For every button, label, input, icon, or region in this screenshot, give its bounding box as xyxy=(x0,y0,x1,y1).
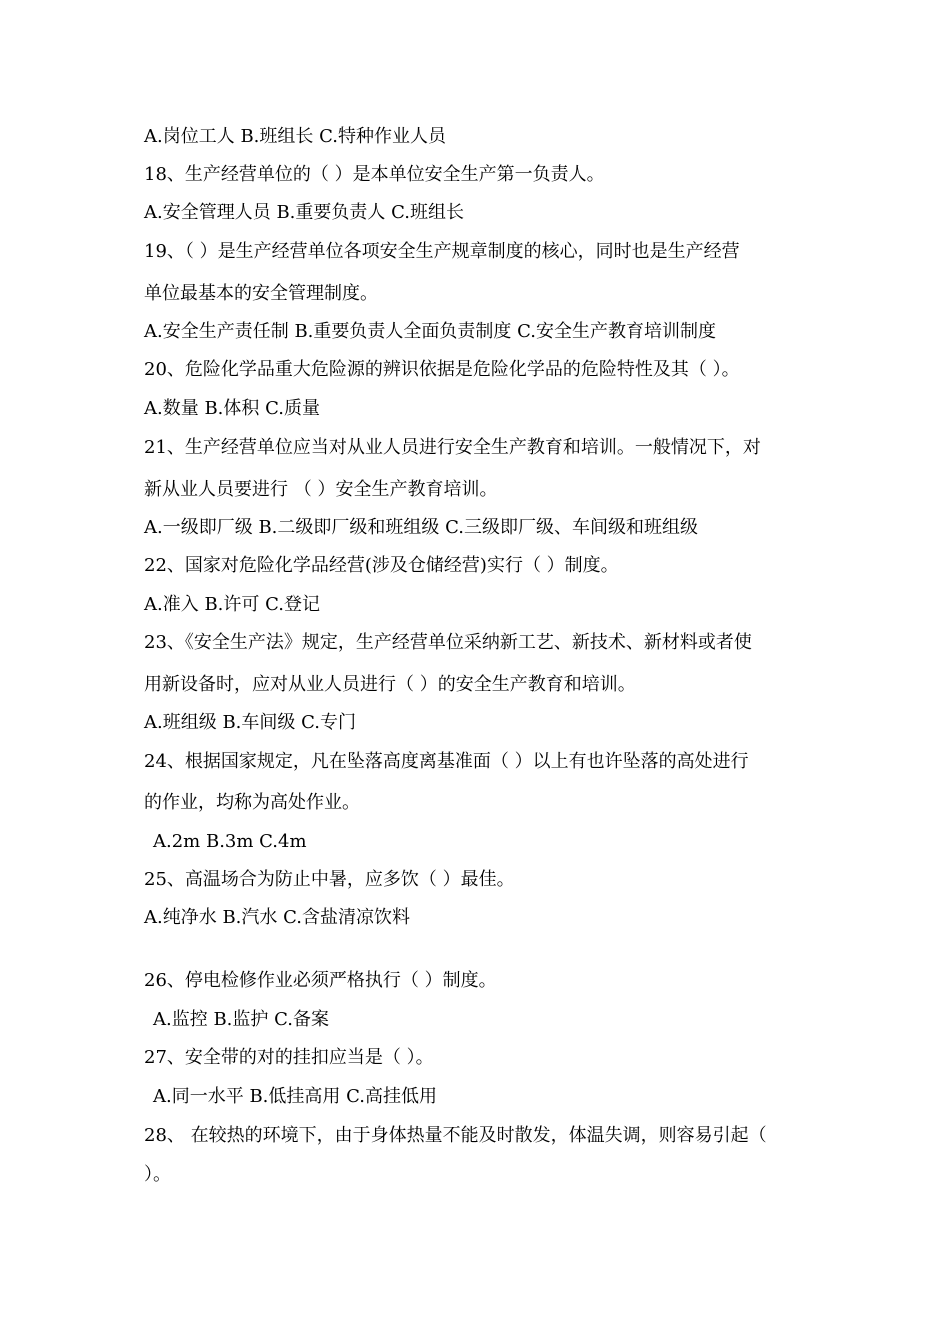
q19-options: A.安全生产责任制 B.重要负责人全面负责制度 C.安全生产教育培训制度 xyxy=(144,321,716,342)
q23-question-line2: 用新设备时，应对从业人员进行（ ）的安全生产教育和培训。 xyxy=(144,674,636,695)
q22-question: 22、国家对危险化学品经营(涉及仓储经营)实行（ ）制度。 xyxy=(144,555,619,576)
q24-question-line1: 24、根据国家规定，凡在坠落高度离基准面（ ）以上有也许坠落的高处进行 xyxy=(144,751,749,772)
q25-options: A.纯净水 B.汽水 C.含盐清凉饮料 xyxy=(144,907,410,928)
q21-options: A.一级即厂级 B.二级即厂级和班组级 C.三级即厂级、车间级和班组级 xyxy=(144,517,698,538)
q27-options: A.同一水平 B.低挂高用 C.高挂低用 xyxy=(153,1086,437,1107)
q18-options: A.安全管理人员 B.重要负责人 C.班组长 xyxy=(144,202,464,223)
q23-options: A.班组级 B.车间级 C.专门 xyxy=(144,712,356,733)
q24-question-line2: 的作业，均称为高处作业。 xyxy=(144,792,360,813)
q26-question: 26、停电检修作业必须严格执行（ ）制度。 xyxy=(144,970,497,991)
q26-options: A.监控 B.监护 C.备案 xyxy=(153,1009,329,1030)
q17-options: A.岗位工人 B.班组长 C.特种作业人员 xyxy=(144,126,446,147)
q20-question: 20、危险化学品重大危险源的辨识依据是危险化学品的危险特性及其（ ）。 xyxy=(144,359,740,380)
q22-options: A.准入 B.许可 C.登记 xyxy=(144,594,320,615)
q24-options: A.2m B.3m C.4m xyxy=(153,831,307,852)
q19-question-line2: 单位最基本的安全管理制度。 xyxy=(144,283,378,304)
q21-question-line2: 新从业人员要进行 （ ）安全生产教育培训。 xyxy=(144,479,498,500)
q28-question-line1: 28、 在较热的环境下，由于身体热量不能及时散发，体温失调，则容易引起（ xyxy=(144,1125,767,1146)
q20-options: A.数量 B.体积 C.质量 xyxy=(144,398,320,419)
q19-question-line1: 19、（ ）是生产经营单位各项安全生产规章制度的核心，同时也是生产经营 xyxy=(144,241,740,262)
q21-question-line1: 21、生产经营单位应当对从业人员进行安全生产教育和培训。一般情况下，对 xyxy=(144,437,761,458)
q27-question: 27、安全带的对的挂扣应当是（ ）。 xyxy=(144,1047,434,1068)
q23-question-line1: 23、《安全生产法》规定，生产经营单位采纳新工艺、新技术、新材料或者使 xyxy=(144,632,752,653)
q28-question-line2: ）。 xyxy=(144,1164,171,1185)
q18-question: 18、生产经营单位的（ ）是本单位安全生产第一负责人。 xyxy=(144,164,605,185)
q25-question: 25、高温场合为防止中暑，应多饮（ ）最佳。 xyxy=(144,869,515,890)
